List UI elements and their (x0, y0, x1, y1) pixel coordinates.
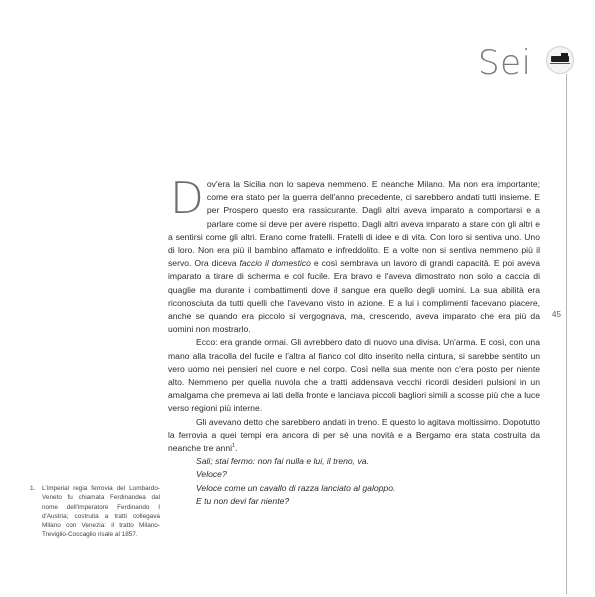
paragraph-text: Gli avevano detto che sarebbero andati in treno. E questo lo agitava moltissimo. Dopotutto la ferrovia a quei tempi era ancora di per sé una novità e a Bergamo era stata costruita da neanche tre anni (168, 416, 540, 454)
paragraph-text-end: . (235, 443, 238, 454)
dialogue-line: E tu non devi far niente? (196, 495, 290, 506)
dialogue-line: Sali; stai fermo: non fai nulla e lui, il treno, va. (196, 456, 369, 467)
footnote-text: L'imperial regia ferrovia del Lombardo-Veneto fu chiamata Ferdinandea dal nome dell'imperatore Ferdinando I d'Austria; costruita a tratti collegava Milano con Venezia: il tratto Milano-Treviglio-Coccaglio risale al 1857. (42, 485, 160, 539)
dialogue-line: Veloce come un cavallo di razza lanciato al galoppo. (196, 482, 396, 493)
train-emblem-icon (546, 46, 574, 74)
body-text (168, 173, 541, 508)
paragraph-text: ov'era la Sicilia non lo sapeva nemmeno. E neanche Milano. Ma non era importante; come era stato per la guerra dell'anno precedente, ci sarebbero andati tutti insieme. E per Prospero questo era rassicurante. Dagli altri aveva imparato a comportarsi e a parlare come si deve per avere rispetto. Dagli altri aveva imparato a stare con gli altri e a sentirsi come gli altri. Erano come fratelli. Fratelli di idee e di vita. Con loro si sentiva uno. Uno di loro. Non era più il bambino affamato e infreddolito. E a volte non si sentiva nemmeno più il servo. Ora diceva (168, 179, 540, 269)
italic-phrase: faccio il domestico (239, 258, 311, 269)
paragraph-2: Ecco: era grande ormai. Gli avrebbero dato di nuovo una divisa. Un'arma. E così, con una mano alla tracolla del fucile e l'altra al fianco col dito inserito nella cintura, si sarebbe sentito un vero uomo nei pensieri nel cuore e nel corpo. Così nella sua mente non c'era posto per niente alto. Nemmeno per quella nuvola che a tratti addensava vecchi ricordi desideri pulsioni in un amalgama che premeva ai lati della fronte e lanciava piccoli bagliori simili a scosse più che a luce verso regioni più interne. (168, 337, 540, 414)
footnote (30, 484, 160, 540)
chapter-title: Sei (478, 43, 532, 83)
page-number: 45 (552, 310, 561, 319)
paragraph-1 (168, 173, 541, 336)
dialogue-line: Veloce? (196, 469, 227, 480)
paragraph-text-continued: e così sembrava un lavoro di grandi capacità. E poi aveva imparato a tirare di scherma e col fucile. Era bravo e l'aveva dimostrato non solo a caccia di quaglie ma durante i combattimenti dove il sangue era quello degli uomini. La sua abilità era riconosciuta da tutti quelli che l'avevano visto in azione. E a lui i complimenti facevano piacere, anche se quando era piccolo si vergognava, ma, crescendo, aveva imparato che era più da uomini non mostrarlo. (168, 258, 541, 335)
footnote-number: 1. (30, 485, 36, 492)
paragraph-3 (168, 416, 540, 456)
drop-cap: D (170, 173, 204, 224)
margin-rule (566, 74, 567, 594)
footnote-ref: 1 (232, 443, 236, 450)
